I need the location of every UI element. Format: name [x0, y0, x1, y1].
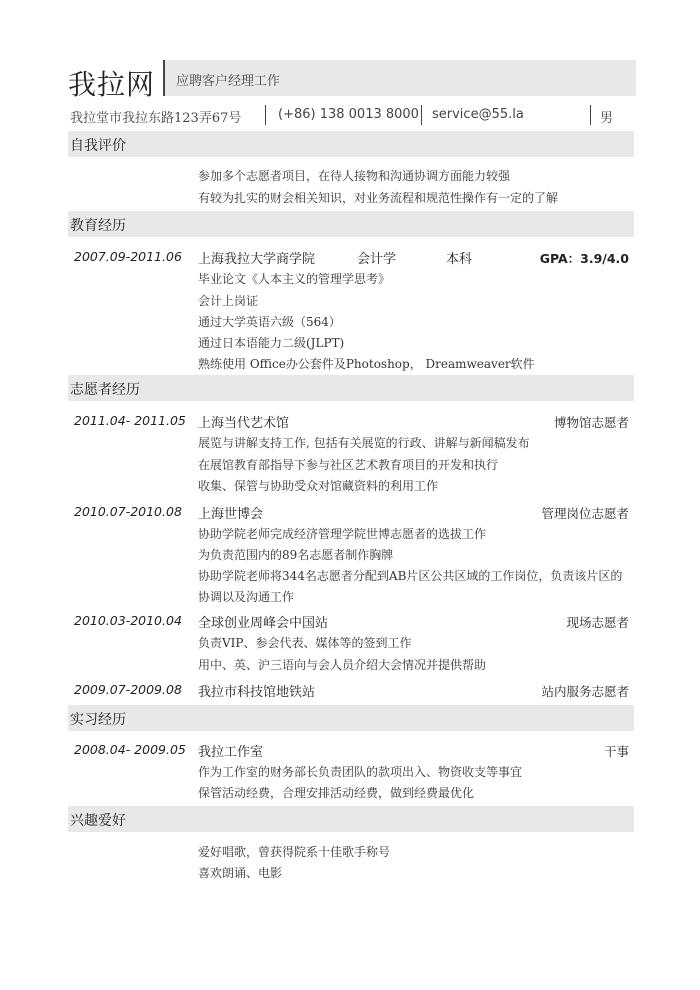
education-degree: 本科 [446, 252, 473, 267]
volunteer-line: 协助学院老师完成经济管理学院世博志愿者的选拔工作 [198, 527, 487, 541]
section-education [68, 211, 634, 237]
volunteer-role: 博物馆志愿者 [553, 415, 629, 430]
volunteer-org: 全球创业周峰会中国站 [198, 616, 329, 631]
volunteer-org: 上海世博会 [198, 507, 264, 522]
volunteer-line: 负责VIP、参会代表、媒体等的签到工作 [198, 636, 412, 650]
volunteer-date: 2009.07-2009.08 [74, 682, 182, 697]
hobby-line: 爱好唱歌，曾获得院系十佳歌手称号 [198, 845, 391, 859]
section-self-evaluation [68, 131, 634, 157]
internship-org: 我拉工作室 [198, 745, 264, 760]
internship-line: 作为工作室的财务部长负责团队的款项出入、物资收支等事宜 [198, 765, 523, 779]
section-internship [68, 705, 634, 731]
internship-date: 2008.04- 2009.05 [74, 742, 186, 757]
volunteer-date: 2010.03-2010.04 [74, 613, 182, 628]
education-school: 上海我拉大学商学院 [198, 252, 316, 267]
volunteer-line: 用中、英、沪三语向与会人员介绍大会情况并提供帮助 [198, 658, 487, 672]
volunteer-line: 在展馆教育部指导下参与社区艺术教育项目的开发和执行 [198, 458, 499, 472]
education-major: 会计学 [357, 252, 397, 267]
self-line: 参加多个志愿者项目，在待人接物和沟通协调方面能力较强 [198, 169, 511, 183]
phone-text: (+86) 138 0013 8000 [278, 107, 419, 122]
volunteer-line: 收集、保管与协助受众对馆藏资料的利用工作 [198, 479, 439, 493]
section-title: 自我评价 [70, 138, 126, 154]
education-line: 通过大学英语六级（564） [198, 315, 341, 329]
education-gpa: GPA：3.9/4.0 [539, 251, 629, 266]
education-date: 2007.09-2011.06 [74, 249, 182, 264]
contact-divider [265, 105, 266, 125]
email-text: service@55.la [432, 107, 524, 122]
objective-text: 应聘客户经理工作 [176, 74, 281, 89]
volunteer-date: 2011.04- 2011.05 [74, 413, 186, 428]
internship-role: 干事 [603, 744, 629, 759]
section-title: 实习经历 [70, 712, 126, 728]
section-title: 志愿者经历 [70, 382, 140, 398]
volunteer-line: 协助学院老师将344名志愿者分配到AB片区公共区域的工作岗位，负责该片区的 [198, 569, 623, 583]
education-line: 毕业论文《人本主义的管理学思考》 [198, 272, 391, 286]
education-line: 通过日本语能力二级(JLPT) [198, 336, 345, 350]
section-volunteer [68, 375, 634, 401]
self-line: 有较为扎实的财会相关知识，对业务流程和规范性操作有一定的了解 [198, 191, 559, 205]
address-text: 我拉堂市我拉东路123弄67号 [70, 111, 242, 126]
volunteer-line: 展览与讲解支持工作, 包括有关展览的行政、讲解与新闻稿发布 [198, 436, 530, 450]
volunteer-role: 管理岗位志愿者 [541, 506, 629, 521]
hobby-line: 喜欢朗诵、电影 [198, 866, 283, 880]
volunteer-date: 2010.07-2010.08 [74, 504, 182, 519]
education-line: 会计上岗证 [198, 294, 259, 308]
section-title: 教育经历 [70, 218, 126, 234]
resume-name: 我拉网 [68, 68, 156, 101]
volunteer-role: 站内服务志愿者 [541, 684, 629, 699]
contact-divider [421, 105, 422, 125]
section-hobby [68, 806, 634, 832]
section-title: 兴趣爱好 [70, 813, 126, 829]
internship-line: 保管活动经费，合理安排活动经费，做到经费最优化 [198, 786, 475, 800]
volunteer-role: 现场志愿者 [566, 615, 629, 630]
education-line: 熟练使用 Office办公套件及Photoshop， Dreamweaver软件 [198, 357, 535, 371]
volunteer-org: 上海当代艺术馆 [198, 416, 290, 431]
volunteer-org: 我拉市科技馆地铁站 [198, 685, 316, 700]
volunteer-line: 协调以及沟通工作 [198, 590, 295, 604]
volunteer-line: 为负责范围内的89名志愿者制作胸牌 [198, 548, 394, 562]
gender-text: 男 [600, 111, 614, 126]
contact-divider [590, 105, 591, 125]
objective-bar [163, 60, 636, 96]
